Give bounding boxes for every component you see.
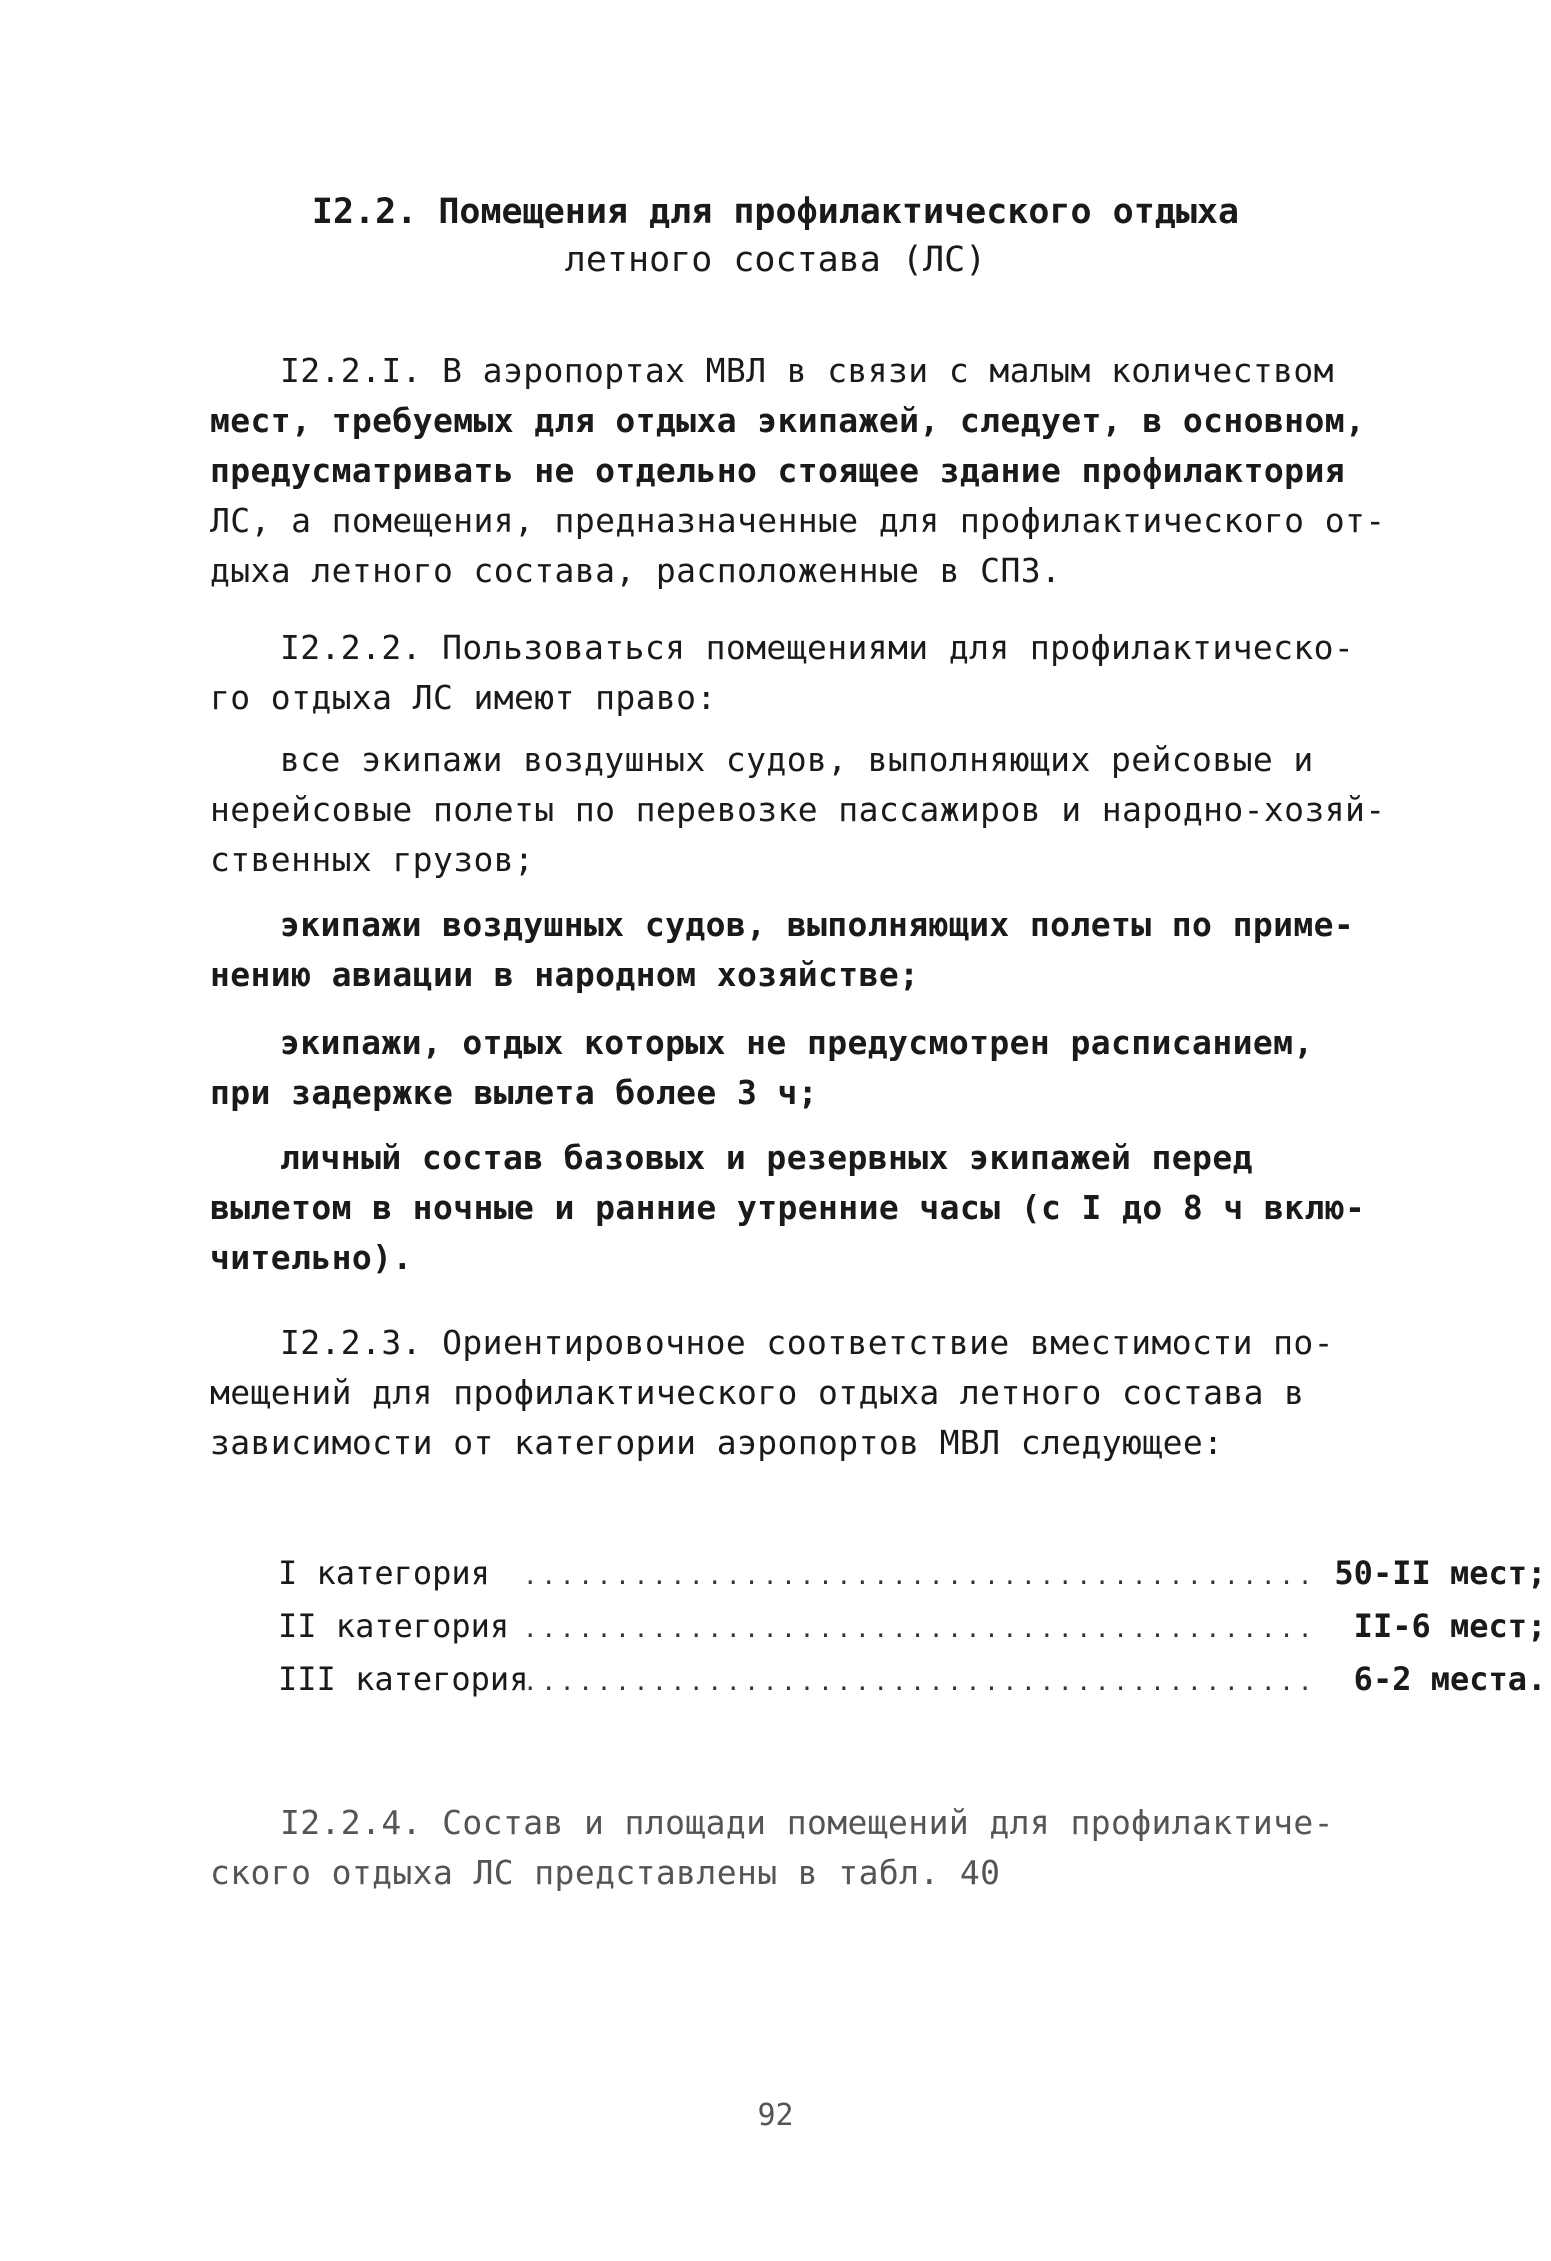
paragraph-12-2-4 <box>210 1798 1360 1898</box>
paragraph-line: дыха летного состава, расположенные в СПЗ. <box>210 551 1062 590</box>
paragraph-line: зависимости от категории аэропортов МВЛ следующее: <box>210 1423 1224 1462</box>
paragraph-line: ственных грузов; <box>210 840 535 879</box>
dot-leader: ........................................... <box>523 1668 1317 1696</box>
paragraph-12-2-2 <box>210 623 1360 723</box>
paragraph-line: ского отдыха ЛС представлены в табл. 40 <box>210 1853 1001 1892</box>
category-capacity: 6-2 места. <box>1353 1660 1547 1698</box>
paragraph-line: ЛС, а помещения, предназначенные для профилактического от- <box>210 501 1386 540</box>
paragraph-line: нерейсовые полеты по перевозке пассажиров и народно-хозяй- <box>210 790 1386 829</box>
paragraph-line: нению авиации в народном хозяйстве; <box>210 955 920 994</box>
paragraph-12-2-3 <box>210 1318 1360 1468</box>
list-item-delayed-crews <box>210 1018 1360 1118</box>
category-name: III категория <box>278 1660 529 1698</box>
paragraph-line: мест, требуемых для отдыха экипажей, следует, в основном, <box>210 401 1366 440</box>
paragraph-12-2-1 <box>210 346 1386 596</box>
category-capacity: 50-II мест; <box>1334 1554 1547 1592</box>
paragraph-line: мещений для профилактического отдыха летного состава в <box>210 1373 1305 1412</box>
list-item-aviation-crews <box>210 900 1360 1000</box>
paragraph-line: вылетом в ночные и ранние утренние часы (с I до 8 ч вклю- <box>210 1188 1366 1227</box>
category-row <box>278 1601 1547 1654</box>
category-name: I категория <box>278 1554 490 1592</box>
paragraph-line: I2.2.3. Ориентировочное соответствие вместимости по- <box>280 1323 1334 1362</box>
list-item-all-crews <box>210 735 1386 885</box>
heading-line-2: летного состава (ЛС) <box>564 240 987 280</box>
heading-line-1: I2.2. Помещения для профилактического отдыха <box>311 192 1240 232</box>
paragraph-line: I2.2.4. Состав и площади помещений для профилактиче- <box>280 1803 1334 1842</box>
list-item-base-reserve-crews <box>210 1133 1366 1283</box>
paragraph-line: го отдыха ЛС имеют право: <box>210 678 717 717</box>
paragraph-line: I2.2.I. В аэропортах МВЛ в связи с малым количеством <box>280 351 1334 390</box>
paragraph-line: чительно). <box>210 1238 413 1277</box>
dot-leader: ........................................... <box>523 1615 1317 1643</box>
paragraph-line: при задержке вылета более 3 ч; <box>210 1073 819 1112</box>
category-row <box>278 1548 1547 1601</box>
paragraph-line: I2.2.2. Пользоваться помещениями для профилактическо- <box>280 628 1355 667</box>
section-heading <box>0 188 1551 284</box>
paragraph-line: экипажи, отдых которых не предусмотрен расписанием, <box>280 1023 1314 1062</box>
category-row <box>278 1654 1547 1707</box>
paragraph-line: все экипажи воздушных судов, выполняющих рейсовые и <box>280 740 1314 779</box>
category-capacity: II-6 мест; <box>1353 1607 1547 1645</box>
page-number: 92 <box>757 2098 794 2133</box>
paragraph-line: личный состав базовых и резервных экипажей перед <box>280 1138 1253 1177</box>
category-name: II категория <box>278 1607 510 1645</box>
dot-leader: ........................................... <box>523 1562 1317 1590</box>
paragraph-line: предусматривать не отдельно стоящее здание профилактория <box>210 451 1345 490</box>
category-capacity-list <box>278 1548 1547 1707</box>
paragraph-line: экипажи воздушных судов, выполняющих полеты по приме- <box>280 905 1355 944</box>
